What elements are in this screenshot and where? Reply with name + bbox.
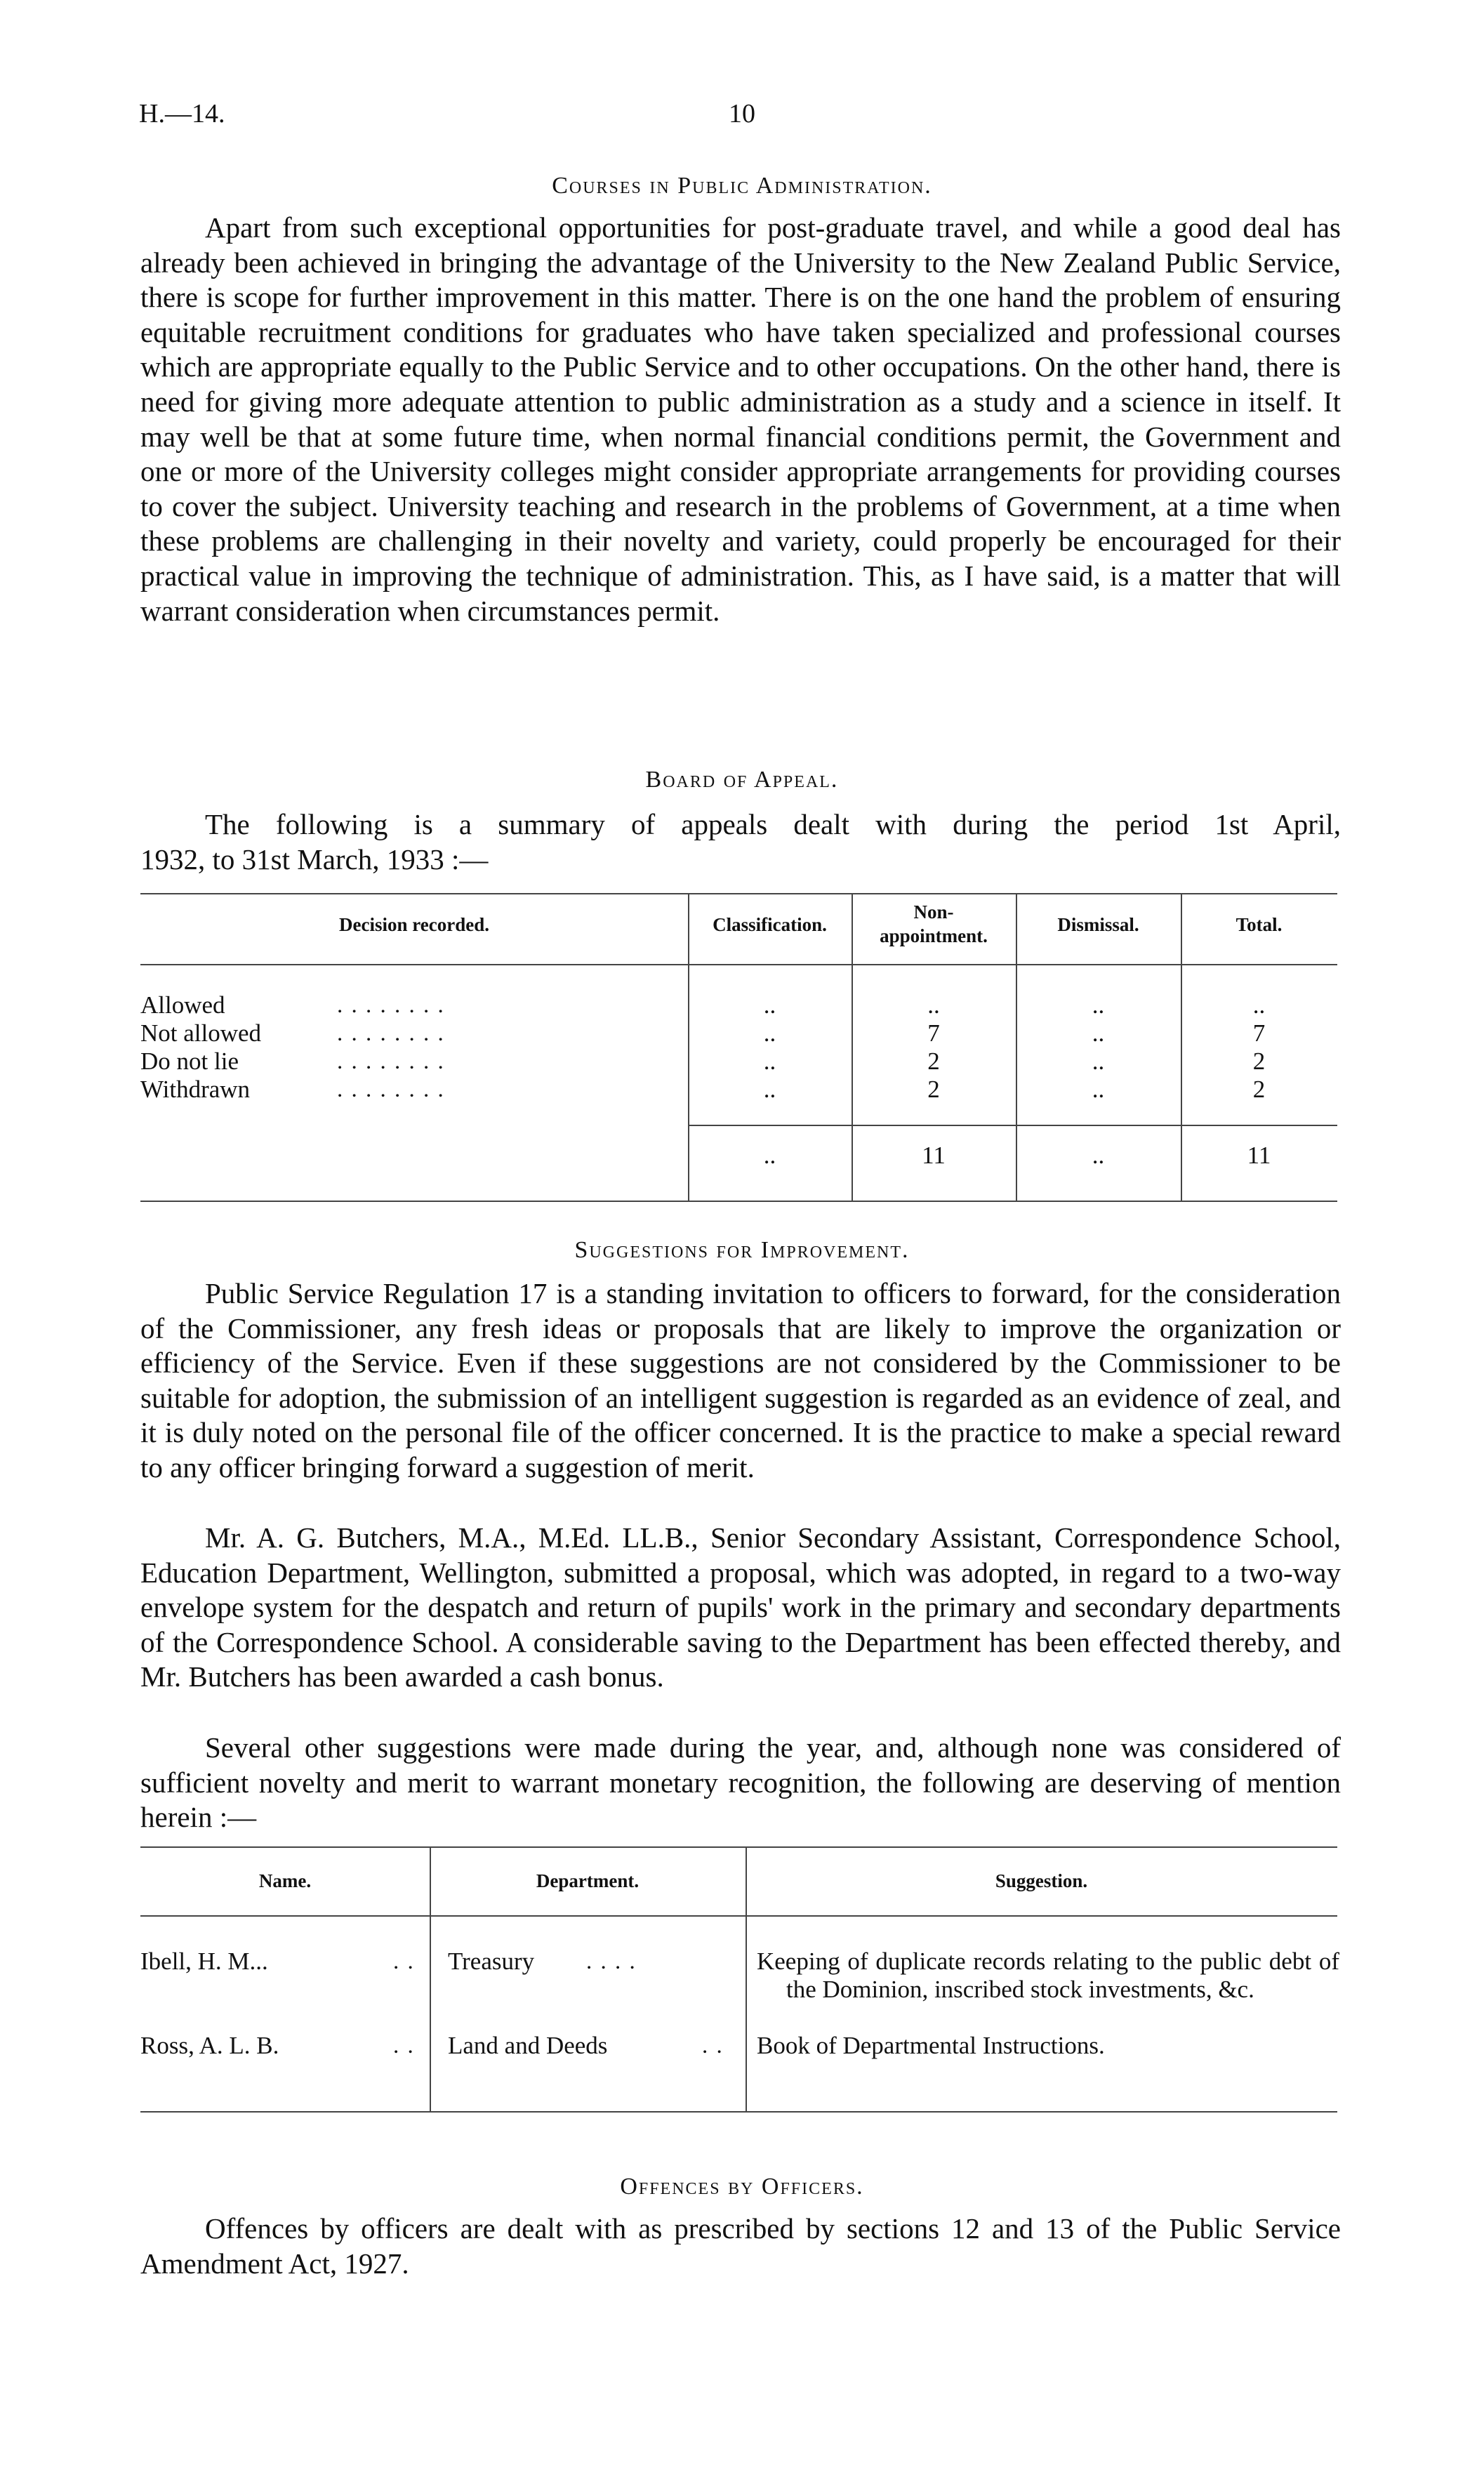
section-heading-suggestions: Suggestions for Improvement. xyxy=(574,1237,910,1263)
total-total: 11 xyxy=(1247,1142,1271,1169)
leader-dots: . . . . xyxy=(586,1949,637,1974)
cell-dismissal: .. xyxy=(1092,1076,1105,1103)
header-classification: Classification. xyxy=(713,914,827,935)
table-bottom-rule xyxy=(140,2111,1337,2113)
cell-nonappointment: 7 xyxy=(927,1019,940,1047)
cell-suggestion: Keeping of duplicate records relating to the public debt of the Dominion, inscribed stock investments, &c. xyxy=(757,1948,1339,2003)
cell-classification: .. xyxy=(763,1019,776,1047)
total-classification: .. xyxy=(763,1142,776,1169)
cell-total: .. xyxy=(1252,991,1266,1019)
leader-dots: . . xyxy=(393,2033,415,2058)
paragraph-offences: Offences by officers are dealt with as prescribed by sections 12 and 13 of the Public Service Amendment Act, 1927. xyxy=(140,2212,1341,2280)
leader-dots: . . . . . . . . xyxy=(337,1077,445,1102)
appeal-intro-line1: The following is a summary of appeals dealt with during the period 1st April, xyxy=(205,808,1341,840)
cell-name: Ibell, H. M... xyxy=(140,1948,268,1975)
section-heading-appeal: Board of Appeal. xyxy=(645,767,839,793)
cell-department: Treasury xyxy=(448,1948,535,1975)
cell-nonappointment: .. xyxy=(927,991,940,1019)
leader-dots: . . xyxy=(393,1949,415,1974)
page-number: 10 xyxy=(729,99,755,128)
cell-classification: .. xyxy=(763,1047,776,1075)
leader-dots: . . xyxy=(702,2033,724,2058)
cell-total: 7 xyxy=(1252,1019,1266,1047)
cell-classification: .. xyxy=(763,1076,776,1103)
cell-classification: .. xyxy=(763,991,776,1019)
leader-dots: . . . . . . . . xyxy=(337,1021,445,1046)
table-total-rule xyxy=(688,1125,1337,1126)
header-department: Department. xyxy=(536,1870,640,1891)
table-header-rule xyxy=(140,964,1337,965)
header-decision: Decision recorded. xyxy=(339,914,489,935)
row-label: Do not lie xyxy=(140,1047,239,1075)
cell-dismissal: .. xyxy=(1092,991,1105,1019)
total-nonappointment: 11 xyxy=(922,1142,946,1169)
header-name: Name. xyxy=(258,1870,312,1891)
cell-suggestion: Book of Departmental Instructions. xyxy=(757,2032,1105,2059)
cell-nonappointment: 2 xyxy=(927,1076,940,1103)
table-bottom-rule xyxy=(140,1201,1337,1202)
cell-name: Ross, A. L. B. xyxy=(140,2032,279,2059)
table-header-rule xyxy=(140,1915,1337,1917)
leader-dots: . . . . . . . . xyxy=(337,1049,445,1074)
paragraph-suggestions-1: Public Service Regulation 17 is a standing invitation to officers to forward, for the consideration of the Commissioner, any fresh ideas or proposals that are likely to improve the organization or efficiency of the Service. Even if these suggestions are not considered by the Commissioner to be suitable for adoption, the submission of an intelligent suggestion is regarded as an evidence of zeal, and it is duly noted on the personal file of the officer concerned. It is the practice to make a special reward to any officer bringing forward a suggestion of merit. xyxy=(140,1277,1341,1483)
section-heading-courses: Courses in Public Administration. xyxy=(552,173,932,199)
appeal-intro-line2: 1932, to 31st March, 1933 :— xyxy=(140,843,489,875)
leader-dots: . . . . . . . . xyxy=(337,993,445,1018)
header-nonappointment-2: appointment. xyxy=(880,925,988,946)
document-reference: H.—14. xyxy=(139,99,225,128)
cell-total: 2 xyxy=(1252,1047,1266,1075)
header-dismissal: Dismissal. xyxy=(1057,914,1139,935)
paragraph-suggestions-2: Mr. A. G. Butchers, M.A., M.Ed. LL.B., Senior Secondary Assistant, Correspondence School, Education Department, Wellington, submitted a proposal, which was adopted, in regard to a two-way envelope system for the despatch and return of pupils' work in the primary and secondary departments of the Correspondence School. A considerable saving to the Department has been effected thereby, and Mr. Butchers has been awarded a cash bonus. xyxy=(140,1521,1341,1693)
row-label: Withdrawn xyxy=(140,1076,251,1103)
table-top-rule xyxy=(140,1846,1337,1848)
header-nonappointment-1: Non- xyxy=(913,901,954,923)
total-dismissal: .. xyxy=(1092,1142,1105,1169)
cell-dismissal: .. xyxy=(1092,1047,1105,1075)
section-heading-offences: Offences by Officers. xyxy=(620,2174,864,2200)
paragraph-courses: Apart from such exceptional opportunities for post-graduate travel, and while a good deal has already been achieved in bringing the advantage of the University to the New Zealand Public Service, there is scope for further improvement in this matter. There is on the one hand the problem of ensuring equitable recruitment conditions for graduates who have taken specialized and professional courses which are appropriate equally to the Public Service and to other occupations. On the other hand, there is need for giving more adequate attention to public administration as a study and a science in itself. It may well be that at some future time, when normal financial conditions permit, the Government and one or more of the University colleges might consider appropriate arrangements for providing courses to cover the subject. University teaching and research in the problems of Government, at a time when these problems are challenging in their novelty and variety, could properly be encouraged for their practical value in improving the technique of administration. This, as I have said, is a matter that will warrant consideration when circumstances permit. xyxy=(140,211,1341,627)
row-label: Not allowed xyxy=(140,1019,262,1047)
cell-department: Land and Deeds xyxy=(448,2032,608,2059)
header-total: Total. xyxy=(1235,914,1283,935)
header-suggestion: Suggestion. xyxy=(995,1870,1088,1891)
paragraph-suggestions-3: Several other suggestions were made during the year, and, although none was considered of sufficient novelty and merit to warrant monetary recognition, the following are deserving of mention herein :— xyxy=(140,1731,1341,1834)
table-top-rule xyxy=(140,893,1337,894)
cell-total: 2 xyxy=(1252,1076,1266,1103)
cell-dismissal: .. xyxy=(1092,1019,1105,1047)
row-label: Allowed xyxy=(140,991,225,1019)
cell-nonappointment: 2 xyxy=(927,1047,940,1075)
